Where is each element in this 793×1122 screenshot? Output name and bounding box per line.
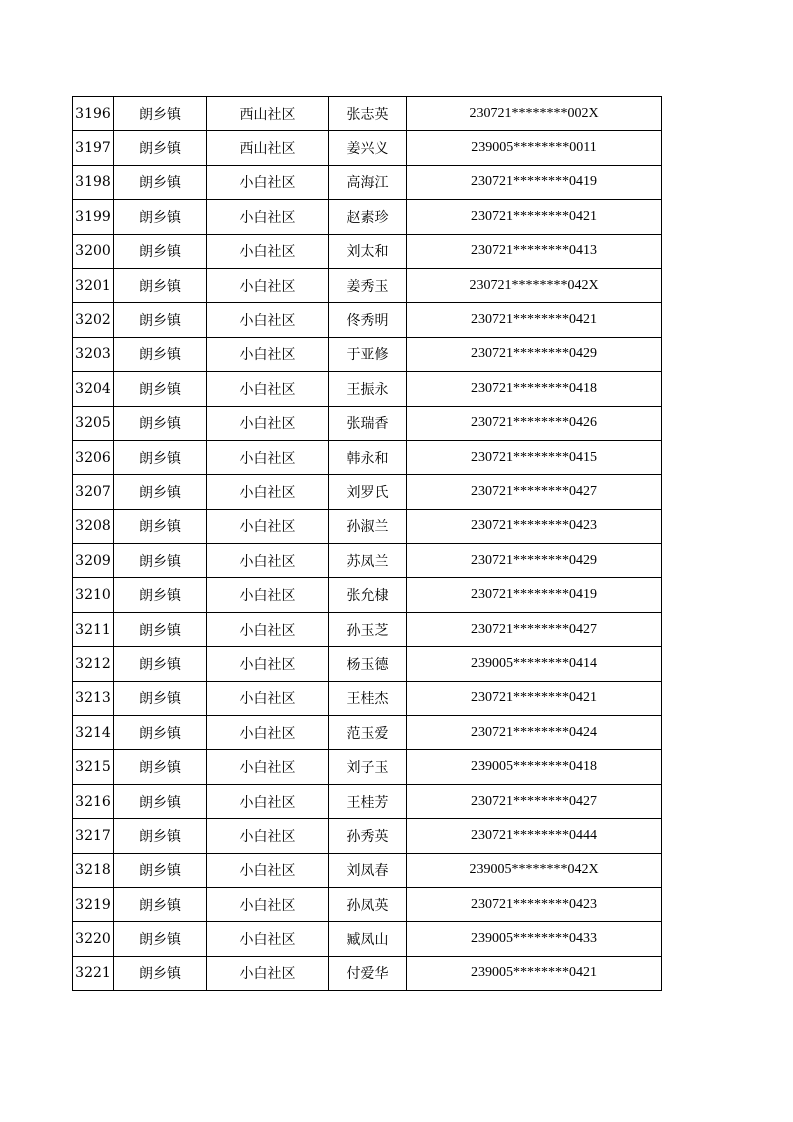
town-cell: 朗乡镇 xyxy=(114,544,207,578)
person-name-cell: 范玉爱 xyxy=(329,716,407,750)
town-cell: 朗乡镇 xyxy=(114,750,207,784)
table-row xyxy=(73,165,662,199)
row-number-cell: 3207 xyxy=(73,475,114,509)
row-number-cell: 3218 xyxy=(73,853,114,887)
table-row xyxy=(73,303,662,337)
town-cell: 朗乡镇 xyxy=(114,578,207,612)
row-number-cell: 3203 xyxy=(73,337,114,371)
town-cell: 朗乡镇 xyxy=(114,647,207,681)
community-cell: 小白社区 xyxy=(207,544,329,578)
id-number-cell: 239005********0418 xyxy=(407,750,662,784)
row-number-cell: 3205 xyxy=(73,406,114,440)
table-row xyxy=(73,475,662,509)
row-number-cell: 3198 xyxy=(73,165,114,199)
town-cell: 朗乡镇 xyxy=(114,97,207,131)
community-cell: 小白社区 xyxy=(207,372,329,406)
row-number-cell: 3200 xyxy=(73,234,114,268)
town-cell: 朗乡镇 xyxy=(114,475,207,509)
person-name-cell: 佟秀明 xyxy=(329,303,407,337)
table-row xyxy=(73,131,662,165)
town-cell: 朗乡镇 xyxy=(114,268,207,302)
person-name-cell: 姜秀玉 xyxy=(329,268,407,302)
community-cell: 小白社区 xyxy=(207,440,329,474)
community-cell: 小白社区 xyxy=(207,509,329,543)
person-name-cell: 刘太和 xyxy=(329,234,407,268)
person-name-cell: 付爱华 xyxy=(329,956,407,990)
table-row xyxy=(73,819,662,853)
id-number-cell: 230721********0429 xyxy=(407,544,662,578)
roster-table xyxy=(72,96,662,991)
community-cell: 小白社区 xyxy=(207,234,329,268)
community-cell: 小白社区 xyxy=(207,887,329,921)
community-cell: 小白社区 xyxy=(207,268,329,302)
town-cell: 朗乡镇 xyxy=(114,337,207,371)
town-cell: 朗乡镇 xyxy=(114,509,207,543)
id-number-cell: 230721********0421 xyxy=(407,681,662,715)
person-name-cell: 臧凤山 xyxy=(329,922,407,956)
row-number-cell: 3214 xyxy=(73,716,114,750)
roster-body xyxy=(73,97,662,991)
table-row xyxy=(73,234,662,268)
town-cell: 朗乡镇 xyxy=(114,784,207,818)
table-row xyxy=(73,716,662,750)
town-cell: 朗乡镇 xyxy=(114,372,207,406)
table-row xyxy=(73,268,662,302)
row-number-cell: 3209 xyxy=(73,544,114,578)
person-name-cell: 张允棣 xyxy=(329,578,407,612)
row-number-cell: 3208 xyxy=(73,509,114,543)
table-row xyxy=(73,922,662,956)
town-cell: 朗乡镇 xyxy=(114,303,207,337)
table-row xyxy=(73,750,662,784)
table-row xyxy=(73,337,662,371)
row-number-cell: 3221 xyxy=(73,956,114,990)
table-row xyxy=(73,200,662,234)
person-name-cell: 姜兴义 xyxy=(329,131,407,165)
table-row xyxy=(73,956,662,990)
person-name-cell: 韩永和 xyxy=(329,440,407,474)
table-row xyxy=(73,372,662,406)
row-number-cell: 3199 xyxy=(73,200,114,234)
town-cell: 朗乡镇 xyxy=(114,681,207,715)
id-number-cell: 239005********042X xyxy=(407,853,662,887)
id-number-cell: 230721********0419 xyxy=(407,165,662,199)
community-cell: 小白社区 xyxy=(207,750,329,784)
row-number-cell: 3211 xyxy=(73,612,114,646)
table-row xyxy=(73,612,662,646)
community-cell: 小白社区 xyxy=(207,853,329,887)
row-number-cell: 3213 xyxy=(73,681,114,715)
row-number-cell: 3206 xyxy=(73,440,114,474)
row-number-cell: 3201 xyxy=(73,268,114,302)
table-row xyxy=(73,97,662,131)
id-number-cell: 230721********0427 xyxy=(407,612,662,646)
id-number-cell: 230721********002X xyxy=(407,97,662,131)
id-number-cell: 230721********0427 xyxy=(407,784,662,818)
town-cell: 朗乡镇 xyxy=(114,406,207,440)
town-cell: 朗乡镇 xyxy=(114,853,207,887)
community-cell: 小白社区 xyxy=(207,303,329,337)
community-cell: 小白社区 xyxy=(207,784,329,818)
id-number-cell: 230721********0423 xyxy=(407,887,662,921)
id-number-cell: 230721********0423 xyxy=(407,509,662,543)
person-name-cell: 于亚修 xyxy=(329,337,407,371)
community-cell: 西山社区 xyxy=(207,97,329,131)
id-number-cell: 230721********0429 xyxy=(407,337,662,371)
town-cell: 朗乡镇 xyxy=(114,440,207,474)
community-cell: 小白社区 xyxy=(207,612,329,646)
community-cell: 小白社区 xyxy=(207,337,329,371)
table-row xyxy=(73,887,662,921)
person-name-cell: 孙凤英 xyxy=(329,887,407,921)
id-number-cell: 239005********0433 xyxy=(407,922,662,956)
id-number-cell: 230721********0415 xyxy=(407,440,662,474)
person-name-cell: 张志英 xyxy=(329,97,407,131)
id-number-cell: 230721********0413 xyxy=(407,234,662,268)
row-number-cell: 3216 xyxy=(73,784,114,818)
id-number-cell: 230721********0421 xyxy=(407,200,662,234)
table-row xyxy=(73,509,662,543)
id-number-cell: 230721********0419 xyxy=(407,578,662,612)
community-cell: 小白社区 xyxy=(207,475,329,509)
person-name-cell: 孙玉芝 xyxy=(329,612,407,646)
person-name-cell: 刘罗氏 xyxy=(329,475,407,509)
row-number-cell: 3219 xyxy=(73,887,114,921)
person-name-cell: 杨玉德 xyxy=(329,647,407,681)
table-row xyxy=(73,440,662,474)
person-name-cell: 孙淑兰 xyxy=(329,509,407,543)
row-number-cell: 3212 xyxy=(73,647,114,681)
id-number-cell: 239005********0011 xyxy=(407,131,662,165)
row-number-cell: 3215 xyxy=(73,750,114,784)
town-cell: 朗乡镇 xyxy=(114,956,207,990)
person-name-cell: 赵素珍 xyxy=(329,200,407,234)
table-row xyxy=(73,578,662,612)
community-cell: 小白社区 xyxy=(207,956,329,990)
community-cell: 小白社区 xyxy=(207,406,329,440)
id-number-cell: 230721********0418 xyxy=(407,372,662,406)
town-cell: 朗乡镇 xyxy=(114,165,207,199)
id-number-cell: 230721********0426 xyxy=(407,406,662,440)
community-cell: 小白社区 xyxy=(207,716,329,750)
row-number-cell: 3196 xyxy=(73,97,114,131)
table-row xyxy=(73,544,662,578)
town-cell: 朗乡镇 xyxy=(114,131,207,165)
table-row xyxy=(73,647,662,681)
id-number-cell: 230721********0427 xyxy=(407,475,662,509)
community-cell: 小白社区 xyxy=(207,647,329,681)
person-name-cell: 孙秀英 xyxy=(329,819,407,853)
id-number-cell: 239005********0414 xyxy=(407,647,662,681)
row-number-cell: 3220 xyxy=(73,922,114,956)
table-row xyxy=(73,784,662,818)
community-cell: 小白社区 xyxy=(207,200,329,234)
community-cell: 小白社区 xyxy=(207,819,329,853)
person-name-cell: 王桂杰 xyxy=(329,681,407,715)
community-cell: 小白社区 xyxy=(207,681,329,715)
town-cell: 朗乡镇 xyxy=(114,819,207,853)
person-name-cell: 张瑞香 xyxy=(329,406,407,440)
person-name-cell: 刘子玉 xyxy=(329,750,407,784)
town-cell: 朗乡镇 xyxy=(114,234,207,268)
row-number-cell: 3197 xyxy=(73,131,114,165)
table-row xyxy=(73,681,662,715)
id-number-cell: 230721********0424 xyxy=(407,716,662,750)
community-cell: 小白社区 xyxy=(207,165,329,199)
id-number-cell: 239005********0421 xyxy=(407,956,662,990)
person-name-cell: 高海江 xyxy=(329,165,407,199)
person-name-cell: 刘凤春 xyxy=(329,853,407,887)
town-cell: 朗乡镇 xyxy=(114,612,207,646)
id-number-cell: 230721********0421 xyxy=(407,303,662,337)
id-number-cell: 230721********0444 xyxy=(407,819,662,853)
row-number-cell: 3202 xyxy=(73,303,114,337)
id-number-cell: 230721********042X xyxy=(407,268,662,302)
town-cell: 朗乡镇 xyxy=(114,200,207,234)
community-cell: 小白社区 xyxy=(207,578,329,612)
person-name-cell: 王振永 xyxy=(329,372,407,406)
person-name-cell: 苏凤兰 xyxy=(329,544,407,578)
row-number-cell: 3217 xyxy=(73,819,114,853)
community-cell: 西山社区 xyxy=(207,131,329,165)
row-number-cell: 3210 xyxy=(73,578,114,612)
town-cell: 朗乡镇 xyxy=(114,922,207,956)
town-cell: 朗乡镇 xyxy=(114,716,207,750)
person-name-cell: 王桂芳 xyxy=(329,784,407,818)
table-row xyxy=(73,853,662,887)
community-cell: 小白社区 xyxy=(207,922,329,956)
table-row xyxy=(73,406,662,440)
town-cell: 朗乡镇 xyxy=(114,887,207,921)
row-number-cell: 3204 xyxy=(73,372,114,406)
